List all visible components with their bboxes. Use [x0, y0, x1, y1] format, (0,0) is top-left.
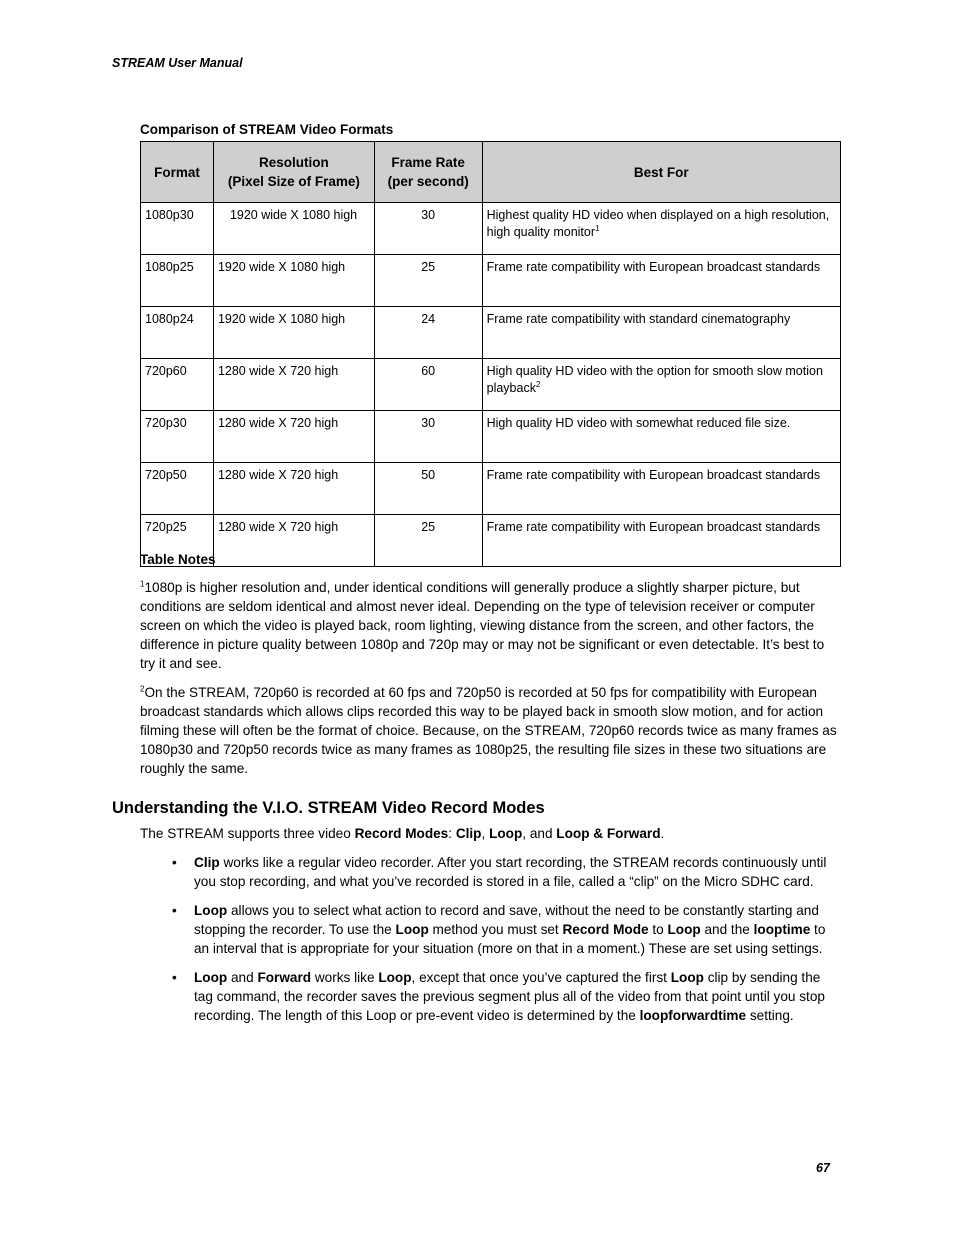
table-header-row — [141, 142, 841, 203]
section-intro: The STREAM supports three video Record Modes: Clip, Loop, and Loop & Forward. — [140, 826, 665, 841]
cell-best-for: Highest quality HD video when displayed on a high resolution, high quality monitor$^1$ — [482, 203, 840, 255]
cell-format: 720p50 — [141, 463, 214, 515]
cell-resolution: 1920 wide X 1080 high — [213, 203, 374, 255]
cell-format: 720p60 — [141, 359, 214, 411]
record-modes-list — [140, 853, 840, 1035]
footnote-mark: 2 — [140, 684, 145, 694]
cell-resolution: 1280 wide X 720 high — [213, 515, 374, 567]
cell-frame-rate: 60 — [374, 359, 482, 411]
cell-resolution: 1280 wide X 720 high — [213, 359, 374, 411]
table-row — [141, 307, 841, 359]
cell-best-for: High quality HD video with the option for smooth slow motion playback$^2$ — [482, 359, 840, 411]
footnote-ref: 1 — [595, 223, 600, 233]
footnote-ref: 2 — [535, 379, 541, 389]
cell-format: 1080p25 — [141, 255, 214, 307]
cell-resolution: 1280 wide X 720 high — [213, 463, 374, 515]
table-row — [141, 463, 841, 515]
cell-format: 720p25 — [141, 515, 214, 567]
cell-resolution: 1920 wide X 1080 high — [213, 255, 374, 307]
cell-best-for: Frame rate compatibility with European broadcast standards — [482, 515, 840, 567]
cell-best-for: Frame rate compatibility with European broadcast standards — [482, 463, 840, 515]
cell-best-for: Frame rate compatibility with standard cinematography — [482, 307, 840, 359]
table-note-1: $^1$1080p is higher resolution and, under identical conditions will generally produce a slightly sharper picture, but conditions are seldom identical and almost never ideal. Depending on the type of television receiver or computer screen on which the video is played back, room lighting, viewing distance from the screen, and other factors, the difference in picture quality between 1080p and 720p may or may not be significant or even detectable. It’s best to try it and see. — [140, 579, 825, 671]
video-formats-table — [140, 141, 841, 567]
list-item-loop: • Loop allows you to select what action to record and save, without the need to be constantly starting and stopping the recorder. To use the Loop method you must set Record Mode to Loop and the looptime to an interval that is appropriate for your situation (more on that in a moment.) These are set using settings. — [172, 903, 826, 956]
table-caption: Comparison of STREAM Video Formats — [140, 122, 394, 137]
cell-best-for: Frame rate compatibility with European broadcast standards — [482, 255, 840, 307]
running-header: STREAM User Manual — [112, 56, 243, 70]
table-row — [141, 203, 841, 255]
cell-format: 1080p30 — [141, 203, 214, 255]
bullet-icon: • — [172, 903, 177, 918]
cell-format: 720p30 — [141, 411, 214, 463]
cell-resolution: 1280 wide X 720 high — [213, 411, 374, 463]
table-row — [141, 255, 841, 307]
cell-best-for: High quality HD video with somewhat reduced file size. — [482, 411, 840, 463]
cell-resolution: 1920 wide X 1080 high — [213, 307, 374, 359]
table-notes-title: Table Notes — [140, 552, 216, 567]
table-row — [141, 359, 841, 411]
list-item-clip: • Clip works like a regular video recorder. After you start recording, the STREAM records continuously until you stop recording, and what you’ve recorded is stored in a file, called a “clip” on the Micro SDHC card. — [172, 855, 827, 889]
cell-format: 1080p24 — [141, 307, 214, 359]
header-best-for: Best For — [482, 142, 840, 203]
header-resolution: Resolution (Pixel Size of Frame) — [213, 142, 374, 203]
bullet-icon: • — [172, 855, 177, 870]
cell-frame-rate: 30 — [374, 411, 482, 463]
header-format: Format — [141, 142, 214, 203]
table-row — [141, 515, 841, 567]
cell-frame-rate: 25 — [374, 515, 482, 567]
header-frame-rate: Frame Rate (per second) — [374, 142, 482, 203]
section-heading: Understanding the V.I.O. STREAM Video Record Modes — [112, 799, 545, 817]
cell-frame-rate: 25 — [374, 255, 482, 307]
cell-frame-rate: 24 — [374, 307, 482, 359]
page-number: 67 — [816, 1161, 830, 1175]
cell-frame-rate: 50 — [374, 463, 482, 515]
cell-frame-rate: 30 — [374, 203, 482, 255]
footnote-mark: 1 — [140, 579, 145, 589]
table-row — [141, 411, 841, 463]
bullet-icon: • — [172, 970, 177, 985]
table-note-2: $^2$On the STREAM, 720p60 is recorded at 60 fps and 720p50 is recorded at 50 fps for compatibility with European broadcast standards which allows clips recorded this way to be played back in smooth slow motion, and for action filming these will often be the format of choice. Because, on the STREAM, 720p60 records twice as many frames as 1080p30 and 720p50 records twice as many frames as 1080p25, the resulting file sizes in these two situations are roughly the same. — [140, 684, 837, 776]
list-item-loop-forward: • Loop and Forward works like Loop, except that once you’ve captured the first Loop clip by sending the tag command, the recorder saves the previous segment plus all of the video from that point until you stop recording. The length of this Loop or pre-event video is determined by the loopforwardtime setting. — [172, 970, 825, 1023]
